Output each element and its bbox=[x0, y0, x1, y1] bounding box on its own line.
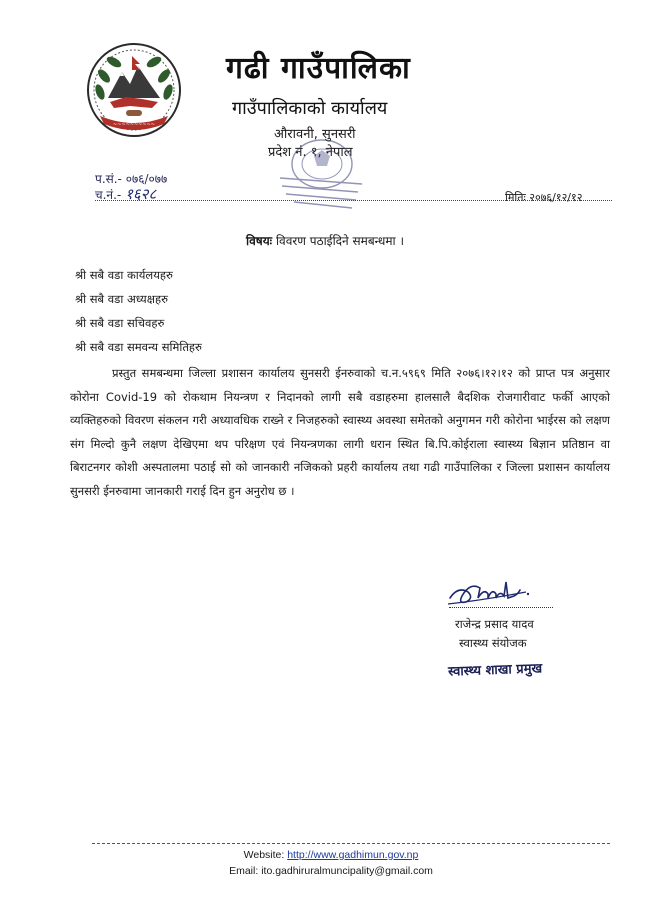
email-link[interactable]: ito.gadhiruralmuncipality@gmail.com bbox=[261, 865, 433, 877]
ps-value: ०७६/०७७ bbox=[125, 172, 168, 186]
addressee-item: श्री सबै वडा सचिवहरु bbox=[75, 316, 165, 330]
address-line-1: औरावनी, सुनसरी bbox=[274, 127, 356, 142]
website-label: Website: bbox=[243, 849, 288, 861]
letter-body bbox=[70, 362, 610, 503]
signatory-designation: स्वास्थ्य संयोजक bbox=[459, 636, 527, 650]
email-label: Email: bbox=[229, 865, 259, 877]
body-paragraph: प्रस्तुत समबन्धमा जिल्ला प्रशासन कार्यालय सुनसरी ईनरुवाको च.न.५९६९ मिति २०७६।१२।१२ को प्राप्त पत्र अनुसार कोरोना Covid-19 को रोकथाम नियन्त्रण र निदानको लागी सबै वडाहरुमा हालसालै बैदशिक रोजगारीवाट फर्की आएको व्यक्तिहरुको विवरण संकलन गरी अध्यावधिक राख्ने र निजहरुको स्वास्थ्य अवस्था समेतको अनुगमन गरी कोरोना भाईरस को लक्षण संग मिल्दो कुनै लक्षण देखिएमा थप परिक्षण एवं नियन्त्रणका लागी धरान स्थित बि.पि.कोईराला स्वास्थ्य बिज्ञान प्रतिष्ठान वा बिराटनगर कोशी अस्पतालमा पठाई सो को जानकारी नजिकको प्रहरी कार्यालय तथा गढी गाउँपालिका र जिल्ला प्रशासन कार्यालय सुनसरी ईनरुवामा जानकारी गराई दिन हुन अनुरोध छ । bbox=[70, 366, 610, 498]
subject-label: विषयः bbox=[246, 234, 273, 248]
website-link[interactable]: http://www.gadhimun.gov.np bbox=[287, 849, 419, 861]
subject-text: विवरण पठाईदिने समबन्धमा । bbox=[275, 234, 405, 248]
addressee-item: श्री सबै वडा समवन्य समितिहरु bbox=[75, 340, 202, 354]
handwritten-signature-icon bbox=[444, 568, 554, 608]
nepal-government-emblem-icon bbox=[86, 42, 182, 138]
footer-website bbox=[0, 849, 662, 861]
municipality-title: गढी गाउँपालिका bbox=[226, 51, 411, 86]
svg-text:~~~~~~~~~~: ~~~~~~~~~~ bbox=[113, 122, 155, 128]
signatory-name: राजेन्द्र प्रसाद यादव bbox=[455, 617, 534, 631]
footer-email bbox=[0, 865, 662, 877]
office-subtitle: गाउँपालिकाको कार्यालय bbox=[232, 98, 388, 119]
office-seal-stamp-icon bbox=[260, 134, 380, 216]
reference-chn bbox=[95, 184, 156, 204]
department-stamp: स्वास्थ्य शाखा प्रमुख bbox=[447, 661, 543, 680]
chn-value: १६२८ bbox=[125, 185, 157, 203]
letter-date: मितिः २०७६/१२/१२ bbox=[505, 191, 583, 204]
addressee-item: श्री सबै वडा कार्यलयहरु bbox=[75, 268, 173, 282]
subject-line bbox=[246, 232, 404, 249]
address-line-2: प्रदेश नं. १, नेपाल bbox=[268, 145, 353, 160]
footer-divider bbox=[92, 843, 610, 844]
addressee-item: श्री सबै वडा अध्यक्षहरु bbox=[75, 292, 168, 306]
signature-line bbox=[449, 607, 553, 608]
ps-label: प.सं.- bbox=[95, 172, 122, 186]
chn-label: च.नं.- bbox=[95, 188, 122, 202]
